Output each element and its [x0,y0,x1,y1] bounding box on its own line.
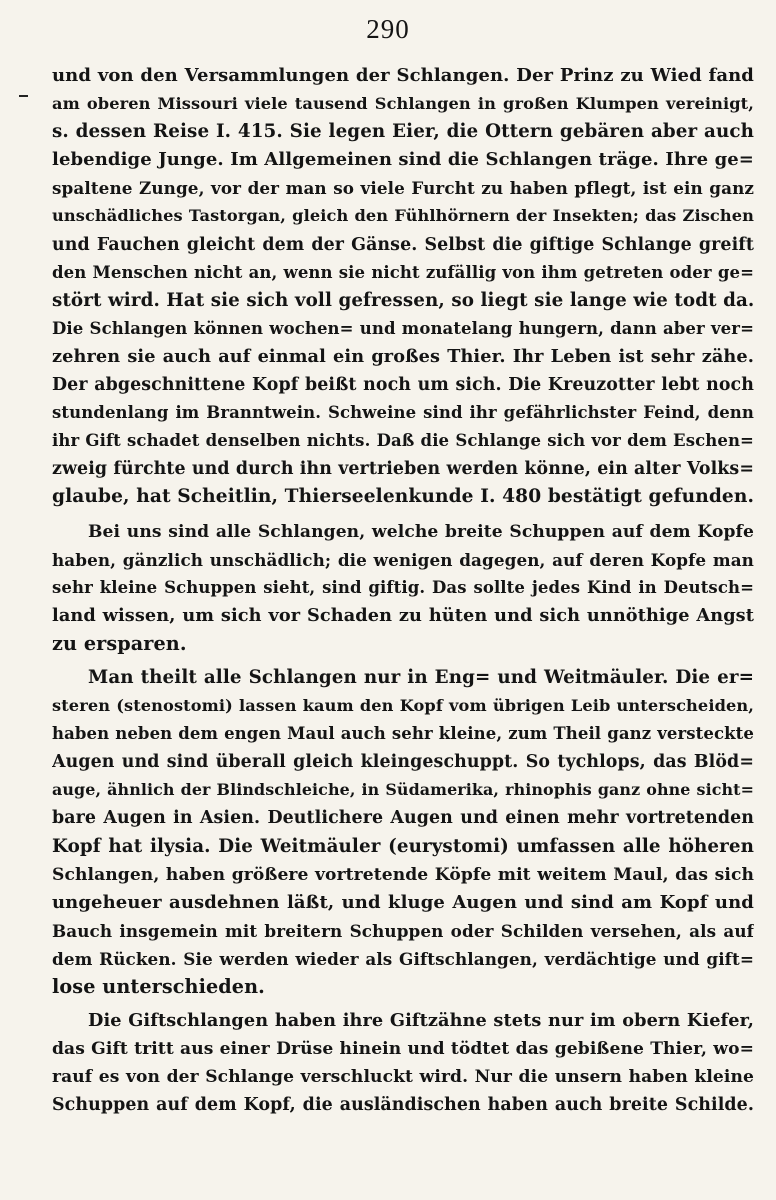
paragraph-1 [52,62,754,512]
text-line: stundenlang im Branntwein. Schweine sind ihr gefährlichster Feind, denn [52,403,754,423]
text-line: spaltene Zunge, vor der man so viele Furcht zu haben pflegt, ist ein ganz [52,178,754,199]
text-line: auge, ähnlich der Blindschleiche, in Südamerika, rhinophis ganz ohne sicht= [52,780,754,800]
text-line: zweig fürchte und durch ihn vertrieben werden könne, ein alter Volks= [52,459,754,480]
paragraph-3 [52,664,754,1001]
text-line: den Menschen nicht an, wenn sie nicht zufällig von ihm getreten oder ge= [52,262,754,282]
text-line: Man theilt alle Schlangen nur in Eng= und Weitmäuler. Die er= [88,666,754,688]
paragraph-4 [52,1007,754,1119]
text-line: sehr kleine Schuppen sieht, sind giftig. Das sollte jedes Kind in Deutsch= [52,577,754,597]
text-line: haben neben dem engen Maul auch sehr kleine, zum Theil ganz versteckte [52,724,754,744]
text-line: land wissen, um sich vor Schaden zu hüten und sich unnöthige Angst [52,604,754,626]
text-line: ihr Gift schadet denselben nichts. Daß die Schlange sich vor dem Eschen= [52,431,754,451]
text-line: glaube, hat Scheitlin, Thierseelenkunde I. 480 bestätigt gefunden. [52,486,754,508]
paragraph-2 [52,518,754,658]
text-line: rauf es von der Schlange verschluckt wird. Nur die unsern haben kleine [52,1067,754,1088]
text-line: unschädliches Tastorgan, gleich den Fühlhörnern der Insekten; das Zischen [52,206,754,226]
text-line: haben, gänzlich unschädlich; die wenigen dagegen, auf deren Kopfe man [52,549,754,570]
text-line: bare Augen in Asien. Deutlichere Augen und einen mehr vortretenden [52,808,754,829]
page-number: 290 [366,14,410,44]
text-line: lebendige Junge. Im Allgemeinen sind die Schlangen träge. Ihre ge= [52,149,754,171]
text-line: Augen und sind überall gleich kleingeschuppt. So tychlops, das Blöd= [52,752,754,773]
text-line: Schuppen auf dem Kopf, die ausländischen haben auch breite Schilde. [52,1095,754,1116]
margin-mark [19,95,28,97]
text-line: zu ersparen. [52,631,187,655]
text-line: steren (stenostomi) lassen kaum den Kopf vom übrigen Leib unterscheiden, [52,696,754,716]
text-line: stört wird. Hat sie sich voll gefressen, so liegt sie lange wie todt da. [52,289,754,311]
text-line: das Gift tritt aus einer Drüse hinein und tödtet das gebißene Thier, wo= [52,1039,754,1060]
text-line: s. dessen Reise I. 415. Sie legen Eier, die Ottern gebären aber auch [52,121,754,143]
text-line: dem Rücken. Sie werden wieder als Giftschlangen, verdächtige und gift= [52,948,754,969]
text-line: und Fauchen gleicht dem der Gänse. Selbst die giftige Schlange greift [52,234,754,255]
text-line: zehren sie auch auf einmal ein großes Thier. Ihr Leben ist sehr zähe. [52,345,754,367]
body-text [52,62,754,1119]
text-line: Der abgeschnittene Kopf beißt noch um sich. Die Kreuzotter lebt noch [52,375,754,396]
text-line: Die Giftschlangen haben ihre Giftzähne stets nur im obern Kiefer, [88,1010,754,1032]
text-line: Bauch insgemein mit breitern Schuppen oder Schilden versehen, als auf [52,920,754,941]
text-line: Schlangen, haben größere vortretende Köpfe mit weitem Maul, das sich [52,864,754,885]
text-line: ungeheuer ausdehnen läßt, und kluge Augen und sind am Kopf und [52,891,754,913]
text-line: lose unterschieden. [52,975,265,998]
text-line: Bei uns sind alle Schlangen, welche breite Schuppen auf dem Kopfe [88,521,754,542]
text-line: am oberen Missouri viele tausend Schlangen in großen Klumpen vereinigt, [52,94,754,114]
text-line: Die Schlangen können wochen= und monatelang hungern, dann aber ver= [52,318,754,338]
text-line: Kopf hat ilysia. Die Weitmäuler (eurystomi) umfassen alle höheren [52,835,754,857]
text-line: und von den Versammlungen der Schlangen. Der Prinz zu Wied fand [52,65,754,86]
